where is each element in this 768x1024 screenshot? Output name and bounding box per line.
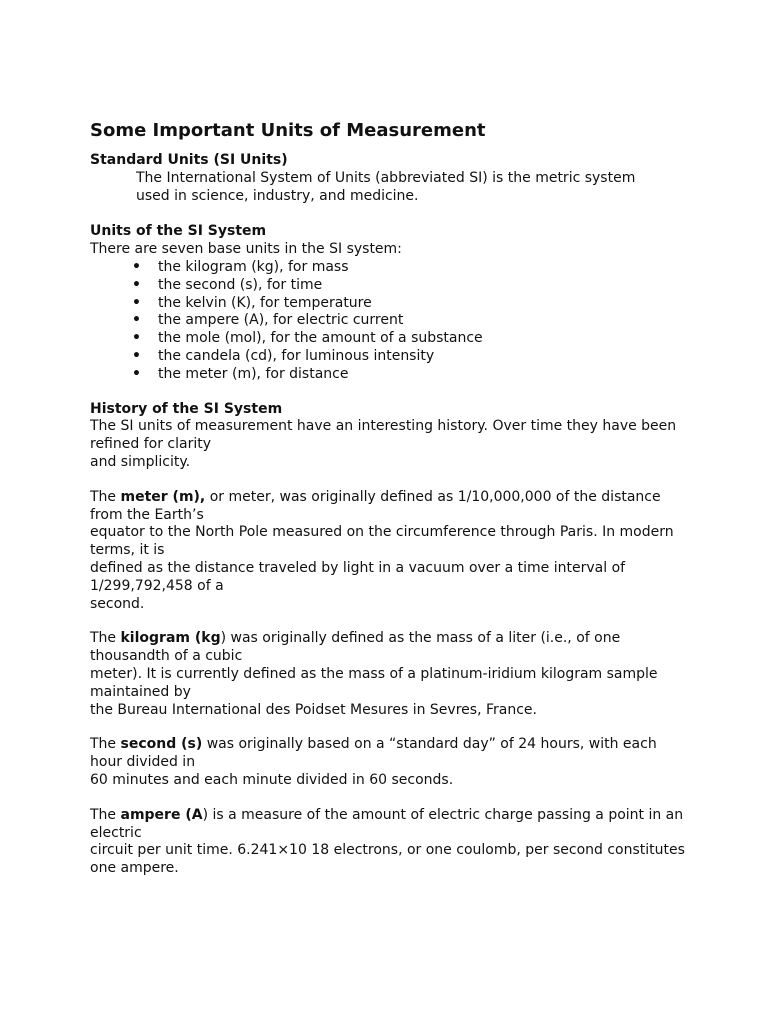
second-term: second (s) [120,736,203,753]
kilogram-line: meter). It is currently defined as the mass of a platinum-iridium kilogram sample maintained by [90,665,658,700]
second-line: 60 minutes and each minute divided in 60 seconds. [90,771,454,788]
bullet-icon: • [132,347,141,364]
list-item-text: the meter (m), for distance [158,365,349,382]
list-item-text: the candela (cd), for luminous intensity [158,347,435,364]
list-item [90,330,690,348]
kilogram-line1-rest: ) was originally defined as the mass of a liter (i.e., of one thousandth of a cubic [90,630,621,665]
history-intro [90,418,690,471]
kilogram-line [90,630,690,666]
second-prefix: The [90,736,121,753]
base-units-list [90,259,690,384]
list-item [90,277,690,295]
bullet-icon: • [132,294,141,311]
meter-line1-rest: or meter, was originally defined as 1/10,000,000 of the distance from the Earth’s [90,488,661,523]
list-item [90,348,690,366]
list-item [90,312,690,330]
bullet-icon: • [132,258,141,275]
document-title: Some Important Units of Measurement [90,120,486,141]
second-line [90,736,690,772]
list-item-text: the ampere (A), for electric current [158,312,404,329]
second-paragraph [90,736,690,789]
list-item-text: the kilogram (kg), for mass [158,258,349,275]
ampere-line1-rest: ) is a measure of the amount of electric charge passing a point in an electric [90,806,684,841]
bullet-icon: • [132,276,141,293]
meter-line [90,489,690,525]
si-system-intro: There are seven base units in the SI system: [90,241,402,258]
list-item-text: the mole (mol), for the amount of a substance [158,330,483,347]
document-page [90,120,690,895]
list-item [90,366,690,384]
standard-units-heading: Standard Units (SI Units) [90,152,288,168]
second-line1-rest: was originally based on a “standard day” of 24 hours, with each hour divided in [90,736,657,771]
list-item [90,295,690,313]
kilogram-paragraph [90,630,690,719]
meter-paragraph [90,489,690,614]
list-item [90,259,690,277]
history-line: and simplicity. [90,453,191,470]
ampere-term: ampere (A [120,806,203,823]
bullet-icon: • [132,330,141,347]
kilogram-prefix: The [90,630,121,647]
ampere-line: circuit per unit time. 6.241×10 18 electrons, or one coulomb, per second constitutes one ampere. [90,842,685,877]
ampere-prefix: The [90,806,121,823]
meter-line: equator to the North Pole measured on the circumference through Paris. In modern terms, it is [90,524,674,559]
ampere-paragraph [90,807,690,878]
si-system-heading: Units of the SI System [90,223,267,240]
list-item-text: the second (s), for time [158,276,323,293]
bullet-icon: • [132,365,141,382]
bullet-icon: • [132,312,141,329]
list-item-text: the kelvin (K), for temperature [158,294,372,311]
standard-units-text: The International System of Units (abbreviated SI) is the metric system used in science, industry, and medicine. [136,169,636,204]
history-heading: History of the SI System [90,400,283,417]
meter-line: defined as the distance traveled by light in a vacuum over a time interval of 1/299,792,458 of a [90,559,626,594]
meter-prefix: The [90,488,121,505]
meter-line: second. [90,595,145,612]
history-line: The SI units of measurement have an interesting history. Over time they have been refined for clarity [90,418,677,453]
ampere-line [90,807,690,843]
kilogram-term: kilogram (kg [120,630,221,647]
meter-term: meter (m), [120,488,206,505]
kilogram-line: the Bureau International des Poidset Mesures in Sevres, France. [90,701,537,718]
